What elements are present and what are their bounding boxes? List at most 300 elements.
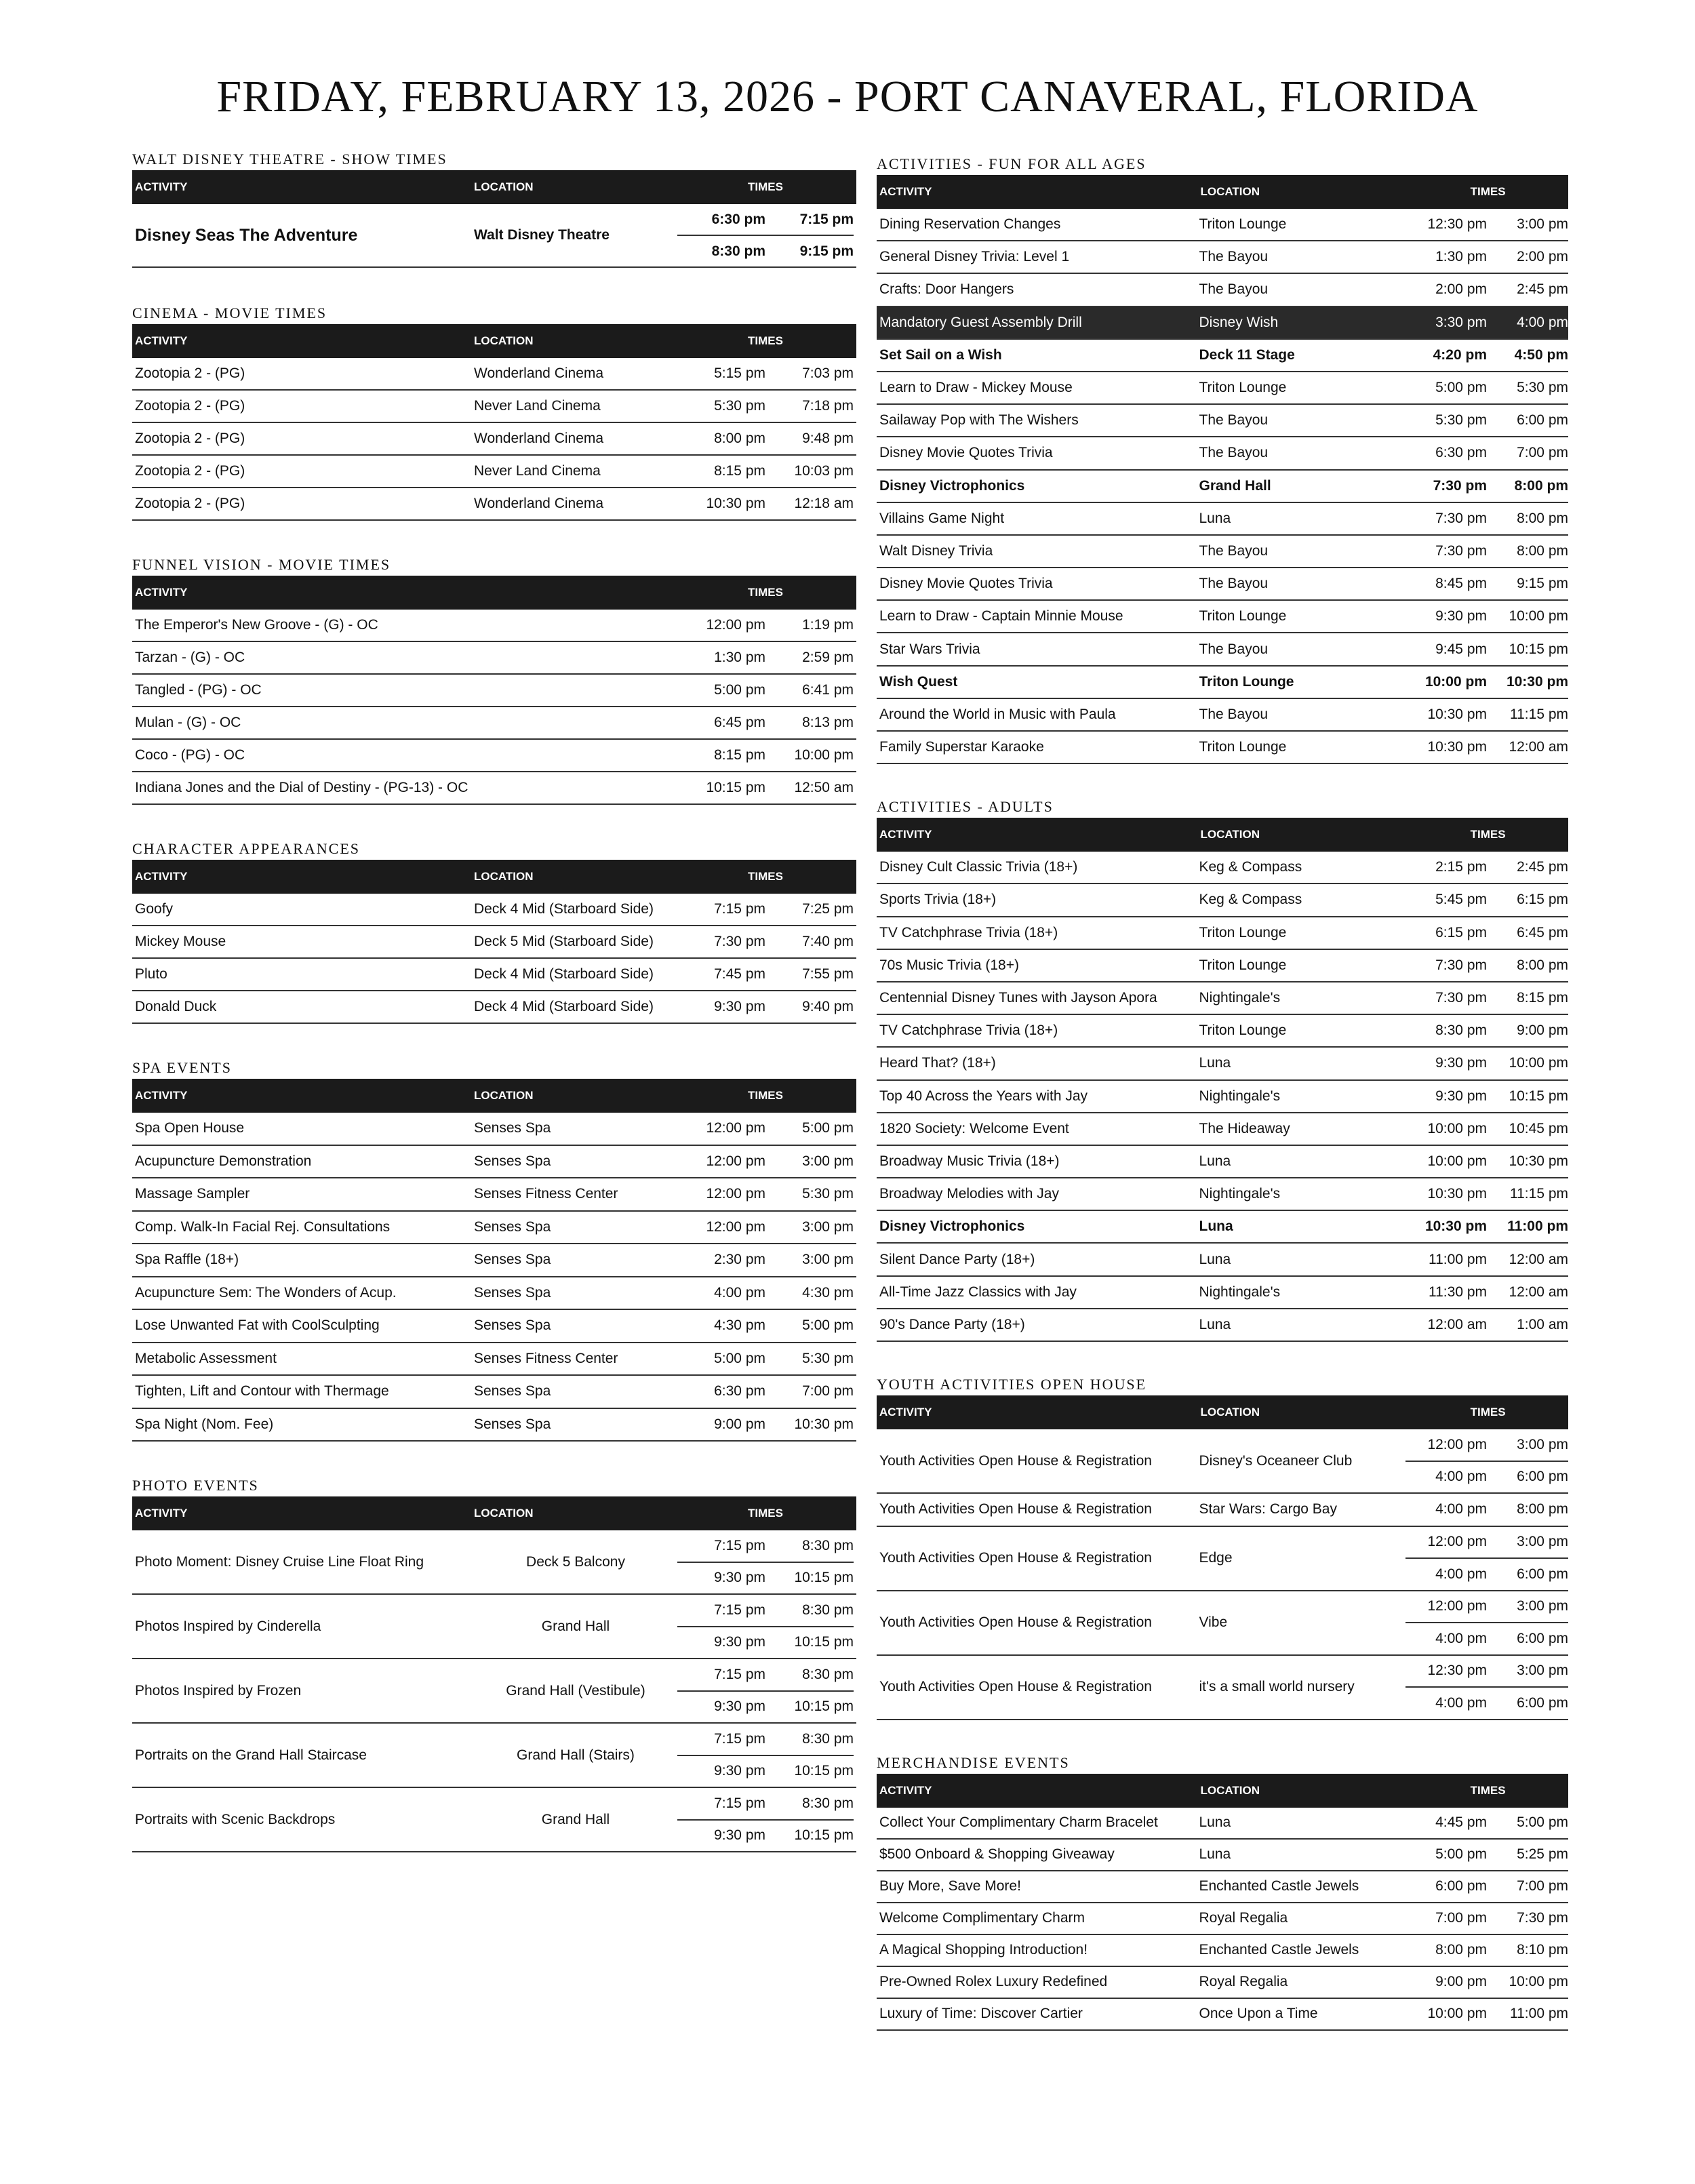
times-cell [1405, 1429, 1568, 1492]
start-time: 1:30 pm [714, 650, 765, 665]
table-row [877, 982, 1568, 1015]
location: Deck 4 Mid (Starboard Side) [474, 966, 654, 982]
activity-name: Tangled - (PG) - OC [135, 682, 262, 698]
table-row [132, 1788, 856, 1852]
time-slot [677, 610, 854, 641]
activity-name: Walt Disney Trivia [879, 542, 993, 559]
activity-name: Tarzan - (G) - OC [135, 650, 245, 665]
times-cell [677, 642, 854, 673]
activity-name: 90's Dance Party (18+) [879, 1316, 1025, 1332]
activity-name: Disney Movie Quotes Trivia [879, 445, 1053, 461]
location: Grand Hall [541, 1811, 610, 1827]
activity-name: Photo Moment: Disney Cruise Line Float Ring [135, 1553, 424, 1570]
end-time: 3:00 pm [1517, 1436, 1568, 1452]
table-row [877, 917, 1568, 950]
activity-name: Acupuncture Sem: The Wonders of Acup. [135, 1284, 397, 1301]
times-cell [1405, 1494, 1568, 1526]
time-slot [677, 740, 854, 771]
header-times: TIMES [748, 334, 783, 347]
location: The Hideaway [1199, 1120, 1290, 1136]
section-title: ACTIVITIES - FUN FOR ALL AGES [877, 155, 1146, 172]
activity-name: Heard That? (18+) [879, 1055, 996, 1071]
end-time: 7:18 pm [802, 398, 854, 414]
start-time: 1:30 pm [1435, 249, 1487, 265]
location: Triton Lounge [1199, 608, 1287, 624]
section-title: CHARACTER APPEARANCES [132, 840, 361, 857]
location: The Bayou [1199, 641, 1269, 657]
time-slot [677, 1755, 854, 1787]
start-time: 9:30 pm [714, 1763, 765, 1779]
activity-name: Around the World in Music with Paula [879, 706, 1116, 722]
end-time: 11:15 pm [1510, 706, 1568, 722]
table-row [877, 1429, 1568, 1494]
end-time: 10:30 pm [1509, 1153, 1568, 1169]
table-header [132, 324, 856, 358]
end-time: 7:55 pm [802, 966, 854, 982]
end-time: 8:13 pm [802, 715, 854, 730]
section-youth [877, 1373, 1568, 1720]
start-time: 5:30 pm [1435, 412, 1487, 429]
table-row [877, 405, 1568, 437]
time-slot [1405, 601, 1568, 632]
section-title: FUNNEL VISION - MOVIE TIMES [132, 556, 391, 573]
location: Once Upon a Time [1199, 2006, 1318, 2021]
end-time: 9:40 pm [802, 999, 854, 1014]
start-time: 10:00 pm [1427, 1153, 1487, 1169]
location: Deck 4 Mid (Starboard Side) [474, 999, 654, 1014]
header-times: TIMES [1470, 1406, 1506, 1418]
header-location: LOCATION [474, 1089, 534, 1102]
times-cell [1405, 405, 1568, 436]
location: Luna [1199, 1218, 1233, 1235]
table-row [132, 740, 856, 772]
end-time: 10:15 pm [794, 1570, 854, 1586]
times-cell [1405, 1015, 1568, 1046]
times-cell [1405, 950, 1568, 981]
times-cell [1405, 732, 1568, 763]
times-cell [1405, 1871, 1568, 1902]
activity-name: General Disney Trivia: Level 1 [879, 249, 1070, 265]
start-time: 9:00 pm [714, 1416, 765, 1432]
location: Luna [1199, 1055, 1231, 1071]
start-time: 10:30 pm [1424, 1218, 1487, 1235]
activity-name: Coco - (PG) - OC [135, 747, 245, 763]
activity-name: Zootopia 2 - (PG) [135, 463, 245, 479]
time-slot [1405, 1048, 1568, 1079]
time-slot [1405, 982, 1568, 1014]
end-time: 2:45 pm [1517, 281, 1568, 298]
table-header [877, 175, 1568, 209]
times-cell [677, 1659, 854, 1722]
header-location: LOCATION [1200, 1783, 1260, 1797]
end-time: 8:00 pm [1517, 542, 1568, 559]
start-time: 5:00 pm [714, 682, 765, 698]
header-activity: ACTIVITY [879, 185, 932, 198]
time-slot [677, 772, 854, 803]
activity-name: Lose Unwanted Fat with CoolSculpting [135, 1317, 380, 1334]
time-slot [1405, 1935, 1568, 1966]
end-time: 9:00 pm [1517, 1022, 1568, 1039]
section-title: PHOTO EVENTS [132, 1477, 259, 1494]
end-time: 7:40 pm [802, 934, 854, 949]
start-time: 12:00 pm [706, 1120, 765, 1136]
location: Wonderland Cinema [474, 431, 604, 446]
table-row [877, 1656, 1568, 1720]
location: Nightingale's [1199, 990, 1281, 1006]
start-time: 10:15 pm [706, 780, 765, 795]
start-time: 7:30 pm [714, 934, 765, 949]
location: Star Wars: Cargo Bay [1199, 1501, 1337, 1517]
times-cell [1405, 917, 1568, 949]
times-cell [1405, 1808, 1568, 1838]
time-slot [1405, 340, 1568, 371]
times-cell [677, 391, 854, 422]
times-cell [1405, 633, 1568, 664]
activity-name: Youth Activities Open House & Registration [879, 1679, 1152, 1694]
end-time: 10:00 pm [1509, 1055, 1568, 1071]
location: Nightingale's [1199, 1088, 1281, 1104]
end-time: 8:15 pm [1517, 990, 1568, 1006]
time-slot [677, 642, 854, 673]
times-cell [677, 1310, 854, 1342]
time-slot [1405, 1494, 1568, 1526]
time-slot [677, 1659, 854, 1690]
start-time: 9:45 pm [1435, 641, 1487, 657]
time-slot [1405, 1309, 1568, 1341]
start-time: 7:30 pm [1435, 542, 1487, 559]
header-activity: ACTIVITY [135, 870, 188, 883]
end-time: 6:45 pm [1517, 924, 1568, 940]
table-row [132, 1178, 856, 1212]
time-slot [677, 1409, 854, 1441]
location: Wonderland Cinema [474, 365, 604, 381]
times-cell [1405, 1113, 1568, 1145]
start-time: 8:00 pm [714, 431, 765, 446]
section-theatre [132, 148, 856, 268]
table-row [877, 699, 1568, 732]
location: it's a small world nursery [1199, 1679, 1355, 1694]
end-time: 4:00 pm [1517, 314, 1568, 330]
table-row [877, 1840, 1568, 1871]
times-cell [1405, 884, 1568, 915]
table-row [132, 1343, 856, 1376]
start-time: 11:00 pm [1429, 1251, 1487, 1267]
activity-name: Top 40 Across the Years with Jay [879, 1088, 1088, 1104]
activity-name: Pluto [135, 966, 167, 982]
activity-name: Collect Your Complimentary Charm Bracelet [879, 1814, 1158, 1830]
section-title: MERCHANDISE EVENTS [877, 1753, 1070, 1771]
table-header [877, 818, 1568, 852]
section-adults [877, 795, 1568, 1342]
end-time: 8:30 pm [802, 1602, 854, 1618]
start-time: 9:30 pm [1435, 608, 1487, 624]
activity-name: Indiana Jones and the Dial of Destiny - (PG-13) - OC [135, 780, 468, 795]
time-slot [677, 1212, 854, 1244]
table-row [132, 1113, 856, 1146]
end-time: 4:30 pm [802, 1284, 854, 1301]
location: The Bayou [1199, 281, 1269, 298]
times-cell [1405, 471, 1568, 502]
start-time: 9:00 pm [1435, 1974, 1487, 1989]
end-time: 8:00 pm [1517, 510, 1568, 526]
header-activity: ACTIVITY [879, 1406, 932, 1418]
activity-name: Youth Activities Open House & Registration [879, 1452, 1152, 1469]
start-time: 10:00 pm [1424, 673, 1487, 690]
location: Senses Spa [474, 1153, 551, 1169]
end-time: 10:03 pm [794, 463, 854, 479]
header-activity: ACTIVITY [135, 180, 188, 193]
start-time: 8:00 pm [1435, 1942, 1487, 1958]
start-time: 9:30 pm [714, 999, 765, 1014]
section-title: YOUTH ACTIVITIES OPEN HOUSE [877, 1376, 1147, 1393]
activity-name: Crafts: Door Hangers [879, 281, 1014, 298]
table-row [132, 358, 856, 391]
location: Grand Hall [1199, 477, 1271, 494]
activity-name: Metabolic Assessment [135, 1350, 277, 1366]
location: Never Land Cinema [474, 398, 601, 414]
table-row [132, 959, 856, 991]
time-slot [677, 1376, 854, 1408]
time-slot [677, 1562, 854, 1594]
table-row [877, 274, 1568, 306]
times-cell [677, 707, 854, 738]
table-row [877, 340, 1568, 372]
time-slot [1405, 1999, 1568, 2029]
section-fun [877, 153, 1568, 764]
time-slot [1405, 852, 1568, 883]
time-slot [677, 926, 854, 957]
time-slot [1405, 732, 1568, 763]
time-slot [677, 991, 854, 1022]
start-time: 8:30 pm [1435, 1022, 1487, 1039]
times-cell [1405, 1527, 1568, 1590]
table-row [877, 1113, 1568, 1146]
time-slot [677, 423, 854, 454]
start-time: 4:00 pm [1435, 1566, 1487, 1582]
table-row [132, 1376, 856, 1409]
left-column [132, 148, 856, 1852]
time-slot [1405, 1557, 1568, 1590]
end-time: 6:41 pm [802, 682, 854, 698]
time-slot [1405, 1591, 1568, 1623]
section-funnel [132, 553, 856, 805]
activity-name: Spa Open House [135, 1120, 245, 1136]
table-row [877, 1967, 1568, 1999]
location: Enchanted Castle Jewels [1199, 1878, 1359, 1894]
activity-name: Broadway Music Trivia (18+) [879, 1153, 1060, 1169]
location: Senses Spa [474, 1416, 551, 1432]
section-title: SPA EVENTS [132, 1059, 232, 1076]
start-time: 6:30 pm [1435, 445, 1487, 461]
time-slot [677, 894, 854, 925]
activity-name: Photos Inspired by Cinderella [135, 1618, 321, 1634]
start-time: 7:30 pm [1433, 477, 1487, 494]
location: Grand Hall (Vestibule) [506, 1682, 645, 1699]
end-time: 2:59 pm [802, 650, 854, 665]
times-cell [677, 1788, 854, 1851]
start-time: 2:00 pm [1435, 281, 1487, 298]
time-slot [1405, 1622, 1568, 1654]
start-time: 12:00 pm [1427, 1598, 1487, 1614]
table-header [877, 1774, 1568, 1808]
header-location: LOCATION [474, 180, 534, 193]
start-time: 12:30 pm [1427, 216, 1487, 233]
end-time: 2:00 pm [1517, 249, 1568, 265]
activity-name: Learn to Draw - Captain Minnie Mouse [879, 608, 1123, 624]
table-row [132, 1724, 856, 1788]
location: Enchanted Castle Jewels [1199, 1942, 1359, 1958]
times-cell [677, 675, 854, 706]
header-activity: ACTIVITY [135, 586, 188, 599]
location: Luna [1199, 510, 1231, 526]
time-slot [1405, 1244, 1568, 1275]
activity-name: Portraits with Scenic Backdrops [135, 1811, 336, 1827]
time-slot [1405, 1871, 1568, 1902]
times-cell [1405, 437, 1568, 469]
location: Senses Spa [474, 1383, 551, 1399]
time-slot [677, 358, 854, 389]
activity-name: Sailaway Pop with The Wishers [879, 412, 1079, 429]
start-time: 12:30 pm [1427, 1663, 1487, 1679]
times-cell [1405, 340, 1568, 371]
start-time: 2:30 pm [714, 1252, 765, 1268]
end-time: 8:30 pm [802, 1537, 854, 1553]
activity-name: Disney Cult Classic Trivia (18+) [879, 859, 1078, 875]
table-row [132, 456, 856, 488]
end-time: 6:00 pm [1517, 1469, 1568, 1485]
table-row [877, 1591, 1568, 1656]
times-cell [1405, 503, 1568, 534]
end-time: 11:15 pm [1510, 1186, 1568, 1202]
time-slot [1405, 437, 1568, 469]
start-time: 12:00 pm [1427, 1436, 1487, 1452]
activity-name: Centennial Disney Tunes with Jayson Apora [879, 990, 1157, 1006]
header-location: LOCATION [474, 1507, 534, 1520]
start-time: 9:30 pm [714, 1570, 765, 1586]
location: Senses Fitness Center [474, 1186, 618, 1202]
location: Deck 4 Mid (Starboard Side) [474, 901, 654, 917]
header-location: LOCATION [1200, 1406, 1260, 1418]
start-time: 4:00 pm [714, 1284, 765, 1301]
section-spa [132, 1056, 856, 1442]
table-row [877, 307, 1568, 340]
table-row [132, 1212, 856, 1245]
table-row [132, 423, 856, 456]
time-slot [1405, 1461, 1568, 1493]
activity-name: Spa Night (Nom. Fee) [135, 1416, 274, 1432]
activity-name: 70s Music Trivia (18+) [879, 957, 1019, 973]
times-cell [1405, 1935, 1568, 1966]
times-cell [677, 772, 854, 803]
activity-name: TV Catchphrase Trivia (18+) [879, 924, 1058, 940]
end-time: 1:00 am [1517, 1316, 1568, 1332]
table-row [877, 601, 1568, 633]
activity-name: Sports Trivia (18+) [879, 892, 997, 908]
end-time: 3:00 pm [1517, 1663, 1568, 1679]
start-time: 9:30 pm [714, 1699, 765, 1715]
times-cell [677, 1376, 854, 1408]
times-cell [677, 1277, 854, 1309]
start-time: 10:00 pm [1427, 2006, 1487, 2021]
time-slot [677, 1724, 854, 1755]
location: Deck 5 Mid (Starboard Side) [474, 934, 654, 949]
location: Grand Hall [541, 1618, 610, 1634]
times-cell [677, 1113, 854, 1145]
end-time: 9:15 pm [799, 243, 854, 259]
time-slot [1405, 405, 1568, 436]
time-slot [677, 1626, 854, 1659]
start-time: 6:45 pm [714, 715, 765, 730]
start-time: 6:30 pm [714, 1383, 765, 1399]
location: The Bayou [1199, 706, 1269, 722]
location: Royal Regalia [1199, 1910, 1288, 1926]
time-slot [1405, 1015, 1568, 1046]
end-time: 3:00 pm [1517, 1534, 1568, 1550]
location: The Bayou [1199, 542, 1269, 559]
location: Never Land Cinema [474, 463, 601, 479]
activity-name: Disney Victrophonics [879, 1218, 1025, 1235]
table-row [132, 926, 856, 959]
time-slot [1405, 1527, 1568, 1558]
table-row [877, 1309, 1568, 1342]
end-time: 5:25 pm [1517, 1846, 1568, 1862]
location: Keg & Compass [1199, 892, 1302, 908]
activity-name: Wish Quest [879, 673, 958, 690]
end-time: 10:15 pm [794, 1827, 854, 1844]
start-time: 8:45 pm [1435, 576, 1487, 592]
table-row [877, 1211, 1568, 1244]
table-row [132, 1595, 856, 1659]
time-slot [677, 456, 854, 487]
location: Triton Lounge [1199, 957, 1287, 973]
table-row [877, 884, 1568, 917]
table-row [877, 1903, 1568, 1935]
times-cell [677, 423, 854, 454]
start-time: 11:30 pm [1429, 1284, 1487, 1300]
times-cell [677, 894, 854, 925]
times-cell [1405, 536, 1568, 567]
activity-name: Donald Duck [135, 999, 217, 1014]
table-row [877, 1999, 1568, 2031]
times-cell [1405, 307, 1568, 338]
location: Walt Disney Theatre [474, 227, 610, 243]
activity-name: Mulan - (G) - OC [135, 715, 241, 730]
start-time: 8:15 pm [714, 747, 765, 763]
times-cell [677, 1530, 854, 1593]
header-times: TIMES [748, 1507, 783, 1520]
times-cell [677, 358, 854, 389]
header-times: TIMES [1470, 185, 1506, 198]
activity-name: Villains Game Night [879, 510, 1005, 526]
start-time: 7:30 pm [1435, 510, 1487, 526]
start-time: 12:00 pm [706, 1218, 765, 1235]
end-time: 12:00 am [1509, 739, 1568, 755]
start-time: 10:30 pm [1427, 706, 1487, 722]
start-time: 4:30 pm [714, 1317, 765, 1334]
header-location: LOCATION [474, 334, 534, 347]
activity-name: Spa Raffle (18+) [135, 1252, 239, 1268]
activity-name: Pre-Owned Rolex Luxury Redefined [879, 1974, 1108, 1989]
location: Edge [1199, 1550, 1233, 1566]
start-time: 2:15 pm [1435, 859, 1487, 875]
end-time: 11:00 pm [1507, 1218, 1568, 1235]
time-slot [677, 488, 854, 519]
activity-name: Learn to Draw - Mickey Mouse [879, 380, 1073, 396]
time-slot [677, 1244, 854, 1276]
table-row [132, 204, 856, 268]
end-time: 8:00 pm [1517, 957, 1568, 973]
time-slot [677, 707, 854, 738]
